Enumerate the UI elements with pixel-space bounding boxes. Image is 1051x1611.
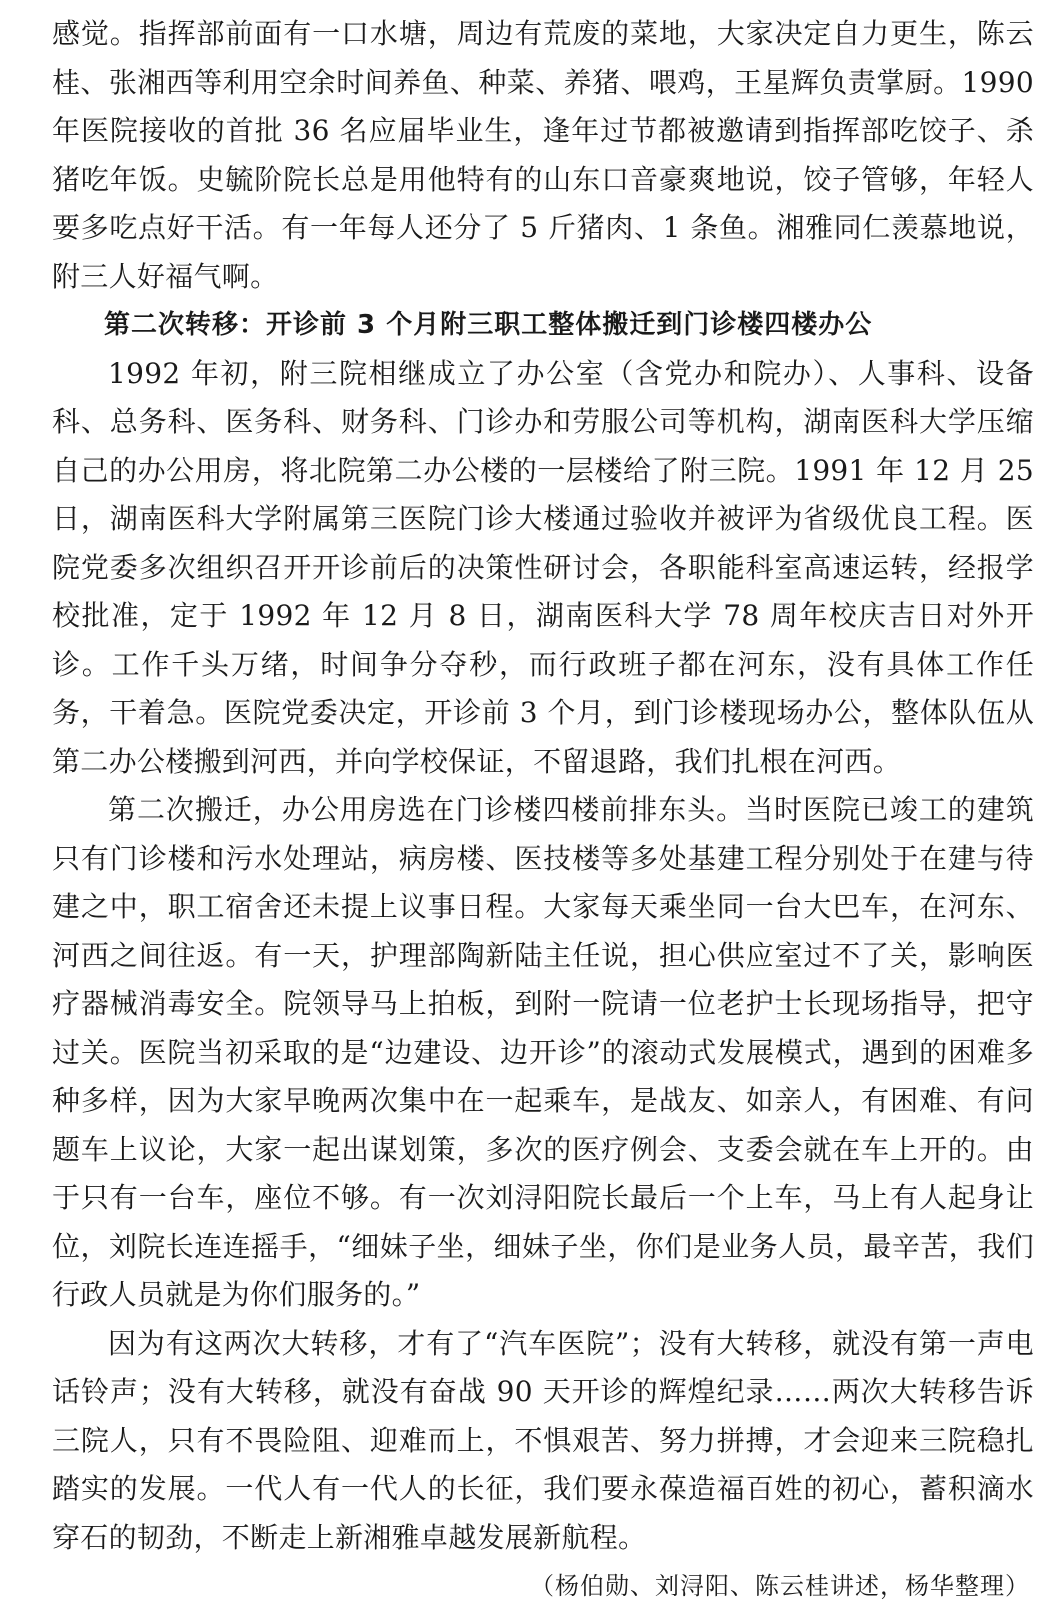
attribution: （杨伯勋、刘浔阳、陈云桂讲述，杨华整理） — [530, 1572, 1030, 1600]
paragraph-continued: 感觉。指挥部前面有一口水塘，周边有荒废的菜地，大家决定自力更生，陈云桂、张湘西等利用空余时间养鱼、种菜、养猪、喂鸡，王星辉负责掌厨。1990 年医院接收的首批 36 名应届毕业生，逢年过节都被邀请到指挥部吃饺子、杀猪吃年饭。史毓阶院长总是用他特有的山东口音豪爽地说，饺子管够，年轻人要多吃点好干活。有一年每人还分了 5 斤猪肉、1 条鱼。湘雅同仁羡慕地说，附三人好福气啊。 — [52, 17, 1034, 293]
article-page — [52, 10, 1034, 1611]
paragraph-1: 1992 年初，附三院相继成立了办公室（含党办和院办）、人事科、设备科、总务科、医务科、财务科、门诊办和劳服公司等机构，湖南医科大学压缩自己的办公用房，将北院第二办公楼的一层楼给了附三院。1991 年 12 月 25 日，湖南医科大学附属第三医院门诊大楼通过验收并被评为省级优良工程。医院党委多次组织召开开诊前后的决策性研讨会，各职能科室高速运转，经报学校批准，定于 1992 年 12 月 8 日，湖南医科大学 78 周年校庆吉日对外开诊。工作千头万绪，时间争分夺秒，而行政班子都在河东，没有具体工作任务，干着急。医院党委决定，开诊前 3 个月，到门诊楼现场办公，整体队伍从第二办公楼搬到河西，并向学校保证，不留退路，我们扎根在河西。 — [52, 356, 1034, 778]
paragraph-2: 第二次搬迁，办公用房选在门诊楼四楼前排东头。当时医院已竣工的建筑只有门诊楼和污水处理站，病房楼、医技楼等多处基建工程分别处于在建与待建之中，职工宿舍还未提上议事日程。大家每天乘坐同一台大巴车，在河东、河西之间往返。有一天，护理部陶新陆主任说，担心供应室过不了关，影响医疗器械消毒安全。院领导马上拍板，到附一院请一位老护士长现场指导，把守过关。医院当初采取的是“边建设、边开诊”的滚动式发展模式，遇到的困难多种多样，因为大家早晚两次集中在一起乘车，是战友、如亲人，有困难、有问题车上议论，大家一起出谋划策，多次的医疗例会、支委会就在车上开的。由于只有一台车，座位不够。有一次刘浔阳院长最后一个上车，马上有人起身让位，刘院长连连摇手，“细妹子坐，细妹子坐，你们是业务人员，最辛苦，我们行政人员就是为你们服务的。” — [52, 793, 1034, 1311]
section-heading: 第二次转移：开诊前 3 个月附三职工整体搬迁到门诊楼四楼办公 — [104, 310, 873, 340]
paragraph-3: 因为有这两次大转移，才有了“汽车医院”；没有大转移，就没有第一声电话铃声；没有大转移，就没有奋战 90 天开诊的辉煌纪录……两次大转移告诉三院人，只有不畏险阻、迎难而上，不惧艰苦、努力拼搏，才会迎来三院稳扎踏实的发展。一代人有一代人的长征，我们要永葆造福百姓的初心，蓄积滴水穿石的韧劲，不断走上新湘雅卓越发展新航程。 — [52, 1326, 1034, 1554]
